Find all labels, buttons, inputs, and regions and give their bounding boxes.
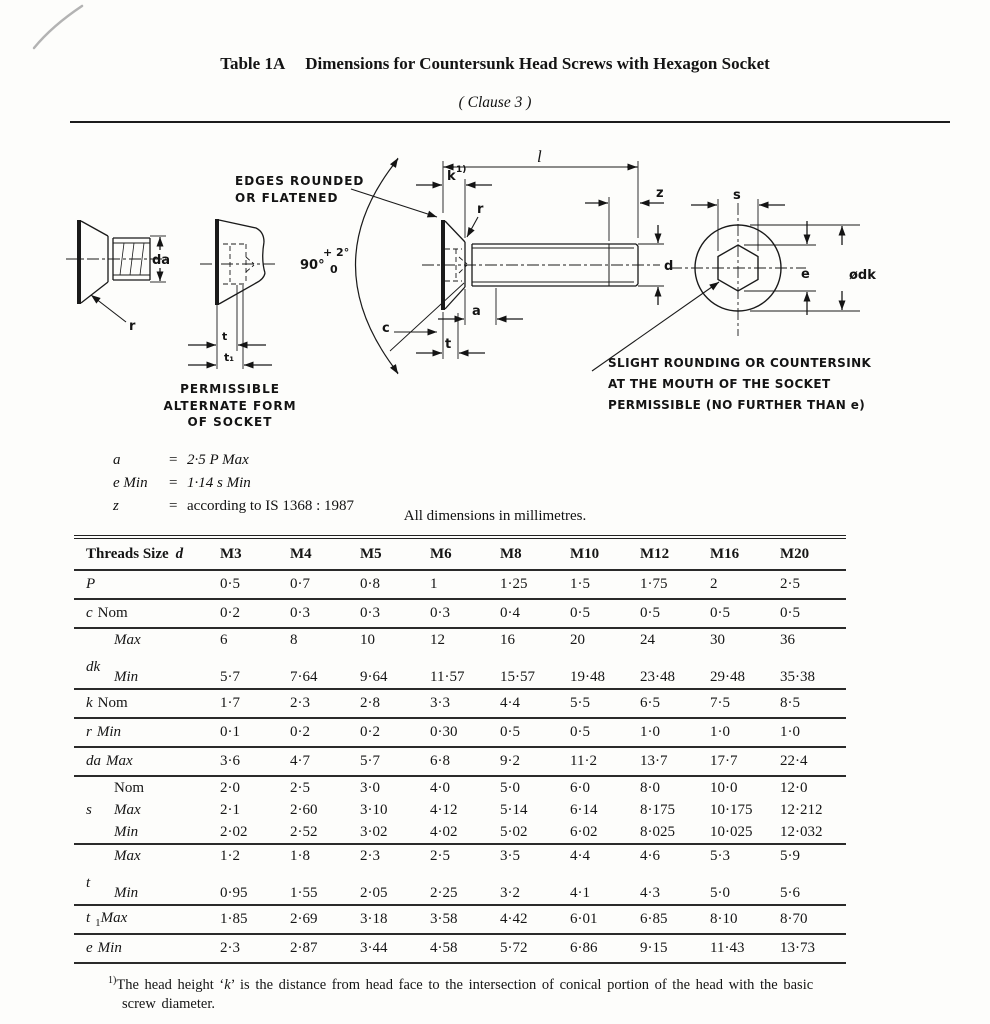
row-label: Nom [114, 779, 144, 796]
note-socket-line1: SLIGHT ROUNDING OR COUNTERSINK [608, 356, 872, 370]
angle-zero-tol: 0 [330, 263, 338, 276]
dim-label-odk: ødk [849, 268, 876, 283]
table-cell: 1·0 [710, 724, 730, 740]
table-cell: 8·5 [780, 695, 800, 711]
row-label: da Max [86, 753, 133, 769]
table-cell: 12·0 [780, 779, 808, 796]
table-cell: 8 [290, 631, 298, 648]
clause-reference: ( Clause 3 ) [458, 94, 532, 111]
formula-z-rhs: according to IS 1368 : 1987 [187, 498, 355, 514]
table-cell: 6·0 [570, 779, 590, 796]
dim-label-t1-alt: t₁ [224, 351, 235, 364]
table-cell: 0·3 [360, 605, 380, 621]
note-edges-line1: EDGES ROUNDED [235, 174, 365, 188]
row-label: s Max [86, 801, 141, 818]
row-label: Min [114, 668, 139, 685]
table-cell: 15·57 [500, 668, 535, 685]
table-cell: 2·5 [780, 576, 800, 592]
caption-of-socket: OF SOCKET [187, 415, 273, 429]
table-cell: 20 [570, 631, 585, 648]
table-cell: 0·5 [220, 576, 240, 592]
row-label: P [86, 576, 96, 592]
note-socket-line2: AT THE MOUTH OF THE SOCKET [608, 377, 831, 391]
table-cell: M4 [290, 545, 312, 562]
table-cell: 6 [220, 631, 228, 648]
table-cell: 5·5 [570, 695, 590, 711]
table-cell: 0·3 [290, 605, 310, 621]
table-cell: 5·7 [360, 753, 380, 769]
table-cell: 0·2 [360, 724, 380, 740]
table-cell: 2·0 [220, 779, 240, 796]
table-cell: 2·02 [220, 823, 248, 840]
table-cell: M10 [570, 545, 600, 562]
table-cell: 6·01 [570, 911, 598, 927]
table-cell: 29·48 [710, 668, 745, 685]
table-cell: 0·5 [570, 605, 590, 621]
table-row [74, 598, 846, 627]
table-cell: 13·73 [780, 940, 815, 956]
formula-a-lhs: a [113, 452, 121, 468]
table-cell: 2·69 [290, 911, 318, 927]
table-cell: 9·64 [360, 668, 388, 685]
table-cell: 3·44 [360, 940, 388, 956]
table-cell: 10·175 [710, 801, 753, 818]
row-label: c Nom [86, 605, 128, 621]
table-cell: 6·85 [640, 911, 668, 927]
table-cell: 2·3 [360, 847, 380, 864]
table-cell: 2 [710, 576, 718, 592]
table-cell: 7·5 [710, 695, 730, 711]
table-row [74, 666, 846, 688]
table-cell: 2·25 [430, 884, 458, 901]
table-cell: 9·15 [640, 940, 668, 956]
table-cell: M8 [500, 545, 522, 562]
table-title-text: Dimensions for Countersunk Head Screws with Hexagon Socket [305, 54, 770, 73]
table-cell: 4·58 [430, 940, 458, 956]
table-cell: 12·032 [780, 823, 823, 840]
table-cell: 22·4 [780, 753, 808, 769]
dimensions-unit-note: All dimensions in millimetres. [403, 508, 587, 524]
dim-label-r: r [477, 202, 484, 217]
table-cell: 0·95 [220, 884, 248, 901]
dim-label-l: l [537, 147, 542, 166]
table-cell: 6·86 [570, 940, 598, 956]
table-cell: 36 [780, 631, 795, 648]
table-cell: 5·7 [220, 668, 240, 685]
table-cell: 11·2 [570, 753, 597, 769]
table-row [74, 569, 846, 598]
equals-sign: = [169, 498, 178, 514]
row-label: Max [114, 631, 141, 648]
horizontal-rule [70, 121, 950, 123]
note-edges-line2: OR FLATENED [235, 191, 339, 205]
table-cell: 3·0 [360, 779, 380, 796]
formula-a [113, 449, 354, 472]
table-cell: 3·5 [500, 847, 520, 864]
table-cell: 3·18 [360, 911, 388, 927]
formula-e-rhs: 1·14 s Min [187, 475, 251, 491]
table-cell: 5·72 [500, 940, 528, 956]
table-cell: 17·7 [710, 753, 738, 769]
table-cell: M5 [360, 545, 382, 562]
table-cell: 6·8 [430, 753, 450, 769]
row-label: e Min [86, 940, 122, 956]
table-cell: 3·10 [360, 801, 388, 818]
row-label: t $_1$Max [86, 910, 128, 929]
angle-plus-tol: + 2° [323, 246, 350, 259]
table-cell: 1·85 [220, 911, 248, 927]
equals-sign: = [169, 452, 178, 468]
view-end [592, 199, 860, 371]
row-label: r Min [86, 724, 122, 740]
table-cell: M6 [430, 545, 452, 562]
view-screw-fragment [66, 220, 166, 322]
table-row [74, 882, 846, 904]
technical-drawing [60, 133, 940, 448]
table-cell: 1·0 [640, 724, 660, 740]
table-cell: 5·14 [500, 801, 528, 818]
table-row [74, 904, 846, 933]
table-cell: 24 [640, 631, 655, 648]
table-row [74, 799, 846, 821]
formula-a-rhs: 2·5 P Max [187, 452, 249, 468]
table-row [74, 746, 846, 775]
dim-label-z: z [656, 186, 664, 201]
table-row [74, 821, 846, 843]
table-cell: 0·5 [500, 724, 520, 740]
table-cell: M3 [220, 545, 242, 562]
table-cell: 0·8 [360, 576, 380, 592]
table-cell: 1·55 [290, 884, 318, 901]
table-cell: 8·0 [640, 779, 660, 796]
table-cell: 11·43 [710, 940, 745, 956]
table-cell: M20 [780, 545, 810, 562]
dim-label-t-alt: t [222, 330, 228, 343]
table-cell: 3·02 [360, 823, 388, 840]
table-row [74, 688, 846, 717]
table-cell: 9·2 [500, 753, 520, 769]
dimensions-table [74, 535, 846, 1024]
table-cell: 8·10 [710, 911, 738, 927]
table-cell: 0·7 [290, 576, 310, 592]
view-main-side [351, 158, 664, 374]
table-cell: 2·1 [220, 801, 240, 818]
row-label: Threads Size d [86, 545, 184, 562]
table-cell: 1·2 [220, 847, 240, 864]
table-cell: 3·2 [500, 884, 520, 901]
table-cell: 3·58 [430, 911, 458, 927]
table-cell: 2·52 [290, 823, 318, 840]
table-row [74, 775, 846, 799]
table-cell: 6·5 [640, 695, 660, 711]
table-footnote: $^{1)}$The head height ‘k’ is the distance from head face to the intersection of conical portion of the head with the basic screw diameter. [74, 962, 846, 1024]
table-cell: 0·5 [780, 605, 800, 621]
row-label: Min [114, 884, 139, 901]
table-cell: 8·175 [640, 801, 675, 818]
table-cell: M16 [710, 545, 740, 562]
table-cell: 2·87 [290, 940, 318, 956]
table-cell: 4·02 [430, 823, 458, 840]
table-cell: 7·64 [290, 668, 318, 685]
table-row: dk [86, 658, 101, 675]
equals-sign: = [169, 475, 178, 491]
table-cell: 1 [430, 576, 438, 592]
table-cell: 4·3 [640, 884, 660, 901]
table-cell: 3·3 [430, 695, 450, 711]
table-cell: 0·2 [220, 605, 240, 621]
table-cell: 0·3 [430, 605, 450, 621]
table-cell: 2·5 [430, 847, 450, 864]
formula-e-lhs: e Min [113, 475, 148, 491]
table-cell: 10·0 [710, 779, 738, 796]
table-cell: 0·4 [500, 605, 520, 621]
table-cell: 6·14 [570, 801, 598, 818]
dim-label-d: d [664, 259, 674, 274]
table-row [74, 717, 846, 746]
table-cell: 4·0 [430, 779, 450, 796]
view-alternate-socket [188, 219, 278, 369]
table-cell: 0·30 [430, 724, 458, 740]
dim-label-k: k [447, 169, 456, 184]
table-cell: 2·5 [290, 779, 310, 796]
table-cell: 5·6 [780, 884, 800, 901]
page-title [60, 54, 930, 74]
note-socket-line3: PERMISSIBLE (NO FURTHER THAN e) [608, 398, 866, 412]
angle-90: 90° [300, 258, 325, 273]
table-cell: 2·8 [360, 695, 380, 711]
table-cell: 1·25 [500, 576, 528, 592]
table-cell: 5·0 [710, 884, 730, 901]
pencil-mark [22, 0, 112, 60]
table-cell: 1·7 [220, 695, 240, 711]
row-label: Min [114, 823, 139, 840]
dim-label-da: da [152, 253, 171, 268]
table-cell: 13·7 [640, 753, 668, 769]
dim-label-r-left: r [129, 319, 136, 334]
caption-alternate-form: ALTERNATE FORM [163, 399, 297, 413]
table-cell: 2·05 [360, 884, 388, 901]
formula-e-min [113, 472, 354, 495]
table-cell: 12·212 [780, 801, 823, 818]
table-cell: 4·7 [290, 753, 310, 769]
caption-permissible: PERMISSIBLE [180, 382, 280, 396]
table-cell: 10·025 [710, 823, 753, 840]
table-cell: 30 [710, 631, 725, 648]
table-cell: 8·025 [640, 823, 675, 840]
table-cell: 4·12 [430, 801, 458, 818]
dim-label-k-footnote-ref: 1) [456, 165, 467, 175]
table-cell: 0·1 [220, 724, 240, 740]
table-row [74, 535, 846, 569]
table-cell: 0·5 [570, 724, 590, 740]
table-cell: 19·48 [570, 668, 605, 685]
table-cell: 16 [500, 631, 515, 648]
table-cell: 2·60 [290, 801, 318, 818]
table-cell: 12 [430, 631, 445, 648]
table-cell: 11·57 [430, 668, 465, 685]
table-row [74, 843, 846, 867]
table-cell: 4·4 [500, 695, 520, 711]
dim-label-s: s [733, 188, 741, 203]
table-cell: 5·02 [500, 823, 528, 840]
row-label: k Nom [86, 695, 128, 711]
dim-label-a: a [472, 304, 481, 319]
table-cell: 5·9 [780, 847, 800, 864]
table-cell: 6·02 [570, 823, 598, 840]
table-cell: 5·0 [500, 779, 520, 796]
table-cell: 2·3 [220, 940, 240, 956]
table-cell: 10 [360, 631, 375, 648]
table-cell: 0·2 [290, 724, 310, 740]
table-row: t [86, 874, 91, 891]
table-cell: 4·42 [500, 911, 528, 927]
table-cell: 4·4 [570, 847, 590, 864]
table-cell: 2·3 [290, 695, 310, 711]
table-cell: 4·6 [640, 847, 660, 864]
table-row [74, 933, 846, 962]
table-row [74, 627, 846, 651]
formula-z-lhs: z [113, 498, 119, 514]
table-cell: 1·8 [290, 847, 310, 864]
row-label: Max [114, 847, 141, 864]
table-number: Table 1A [220, 54, 286, 73]
table-cell: 1·5 [570, 576, 590, 592]
table-cell: 8·70 [780, 911, 808, 927]
table-cell: 5·3 [710, 847, 730, 864]
table-cell: 35·38 [780, 668, 815, 685]
table-cell: 0·5 [710, 605, 730, 621]
table-cell: 3·6 [220, 753, 240, 769]
table-cell: 23·48 [640, 668, 675, 685]
dim-label-e: e [801, 267, 810, 282]
table-cell: 1·75 [640, 576, 668, 592]
table-cell: 1·0 [780, 724, 800, 740]
dim-label-t: t [445, 337, 452, 352]
table-cell: 4·1 [570, 884, 590, 901]
table-cell: 0·5 [640, 605, 660, 621]
table-cell: M12 [640, 545, 670, 562]
dim-label-c: c [382, 321, 390, 336]
